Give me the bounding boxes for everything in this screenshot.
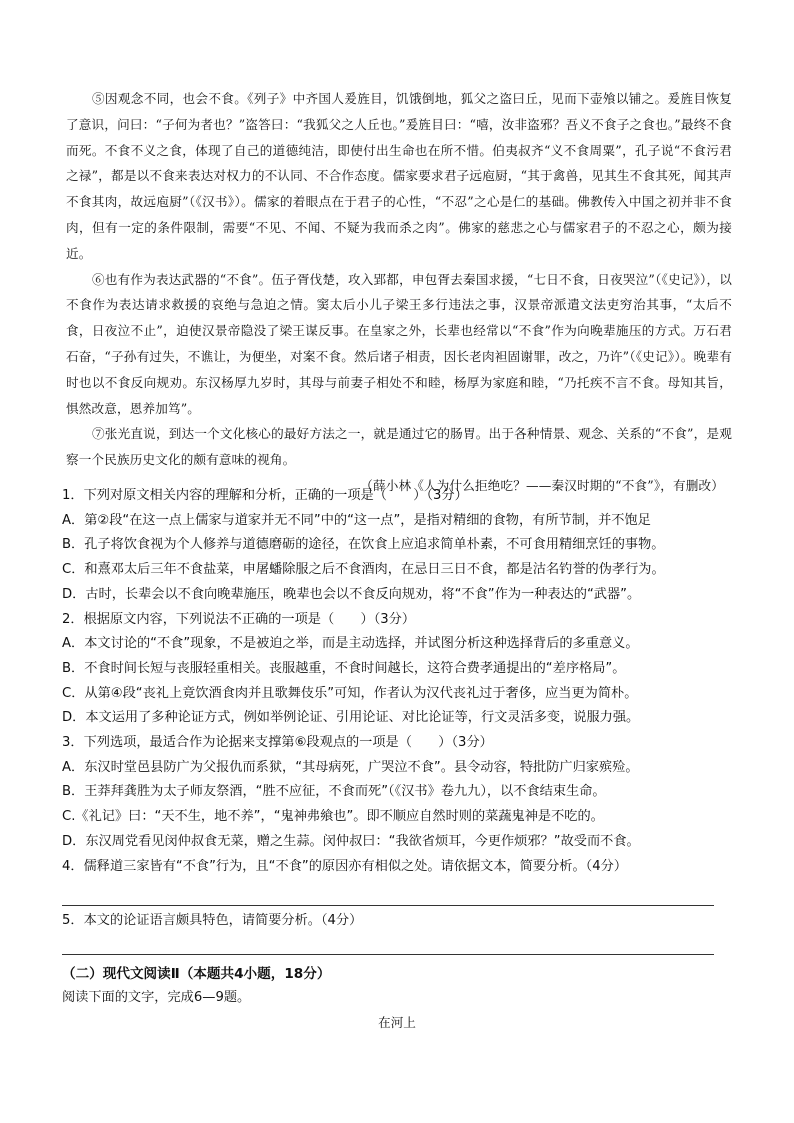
question-2-option-c: C．从第④段“丧礼上竟饮酒食肉并且歌舞伎乐”可知，作者认为汉代丧礼过于奢侈，应当更为简朴。: [62, 685, 638, 701]
question-3-option-b: B．王莽拜龚胜为太子师友祭酒，“胜不应征，不食而死”（《汉书》卷九九），以不食结束生命。: [62, 784, 606, 800]
question-1-option-a: A．第②段“在这一点上儒家与道家并无不同”中的“这一点”，是指对精细的食物，有所节制，并不饱足: [62, 512, 651, 528]
question-1-option-c: C．和熹邓太后三年不食盐菜，申屠蟠除服之后不食酒肉，在忌日三日不食，都是沽名钓誉的伪孝行为。: [62, 562, 665, 578]
section-title: （二）现代文阅读Ⅱ（本题共4小题，18分）: [62, 966, 331, 982]
question-1-option-d: D．古时，长辈会以不食向晚辈施压，晚辈也会以不食反向规劝，将“不食”作为一种表达的“武器”。: [62, 586, 641, 602]
section-instruction: 阅读下面的文字，完成6—9题。: [62, 990, 251, 1005]
question-2-option-b: B．不食时间长短与丧服轻重相关。丧服越重，不食时间越长，这符合费孝通提出的“差序格局”。: [62, 660, 626, 676]
article-body: [66, 86, 732, 499]
question-5-stem: 5．本文的论证语言颇具特色，请简要分析。（4分）: [62, 913, 363, 928]
question-1-stem: 1．下列对原文相关内容的理解和分析，正确的一项是（ ）（3分）: [62, 488, 468, 503]
question-2-option-d: D．本文运用了多种论证方式，例如举例论证、引用论证、对比论证等，行文灵活多变，说服力强。: [62, 710, 640, 726]
question-2-stem: 2．根据原文内容，下列说法不正确的一项是（ ）（3分）: [62, 611, 416, 627]
paragraph-5: ⑤因观念不同，也会不食。《列子》中齐国人爰旌目，饥饿倒地，狐父之盗曰丘，见而下壶飧以铺之。爰旌目恢复了意识，问曰：“子何为者也？”盗答曰：“我狐父之人丘也。”爰旌目曰：“嘻，汝非盗邪？吾义不食子之食也。”最终不食而死。不食不义之食，体现了自己的道德纯洁，即使付出生命也在所不惜。伯夷叔齐“义不食周粟”，孔子说“不食污君之禄”，都是以不食来表达对权力的不认同、不合作态度。儒家要求君子远庖厨，“其于禽兽，见其生不食其死，闻其声不食其肉，故远庖厨”（《汉书》）。儒家的着眼点在于君子的心性，“不忍”之心是仁的基础。佛教传入中国之初并非不食肉，但有一定的条件限制，需要“不见、不闻、不疑为我而杀之肉”。佛家的慈悲之心与儒家君子的不忍之心，颇为接近。: [66, 91, 732, 261]
paragraph-7: ⑦张光直说，到达一个文化核心的最好方法之一，就是通过它的肠胃。出于各种情景、观念、关系的“不食”，是观察一个民族历史文化的颇有意味的视角。: [66, 426, 732, 468]
article-source: （薛小林《人为什么拒绝吃？——秦汉时期的“不食”》，有删改）: [360, 477, 724, 493]
question-3-option-a: A．东汉时堂邑县防广为父报仇而系狱，“其母病死，广哭泣不食”。县令动容，特批防广归家殡殓。: [62, 759, 639, 775]
question-3-stem: 3．下列选项，最适合作为论据来支撑第⑥段观点的一项是（ ）（3分）: [62, 735, 493, 751]
answer-line-q5: [62, 954, 714, 955]
question-3-option-c: C.《礼记》曰：“天不生，地不养”，“鬼神弗飨也”。即不顺应自然时则的菜蔬鬼神是不吃的。: [62, 809, 604, 825]
question-4-stem: 4．儒释道三家皆有“不食”行为，且“不食”的原因亦有相似之处。请依据文本，简要分析。（4分）: [62, 858, 628, 874]
question-3-option-d: D．东汉周党看见闵仲叔食无菜，赠之生蒜。闵仲叔曰：“我欲省烦耳，今更作烦邪？”故受而不食。: [62, 833, 640, 849]
paragraph-6: ⑥也有作为表达武器的“不食”。伍子胥伐楚，攻入郢都，申包胥去秦国求援，“七日不食，日夜哭泣”（《史记》），以不食作为表达请求救援的哀绝与急迫之情。窦太后小儿子梁王多行违法之事，汉景帝派遣文法吏穷治其事，“太后不食，日夜泣不止”，迫使汉景帝隐没了梁王谋反事。在皇家之外，长辈也经常以“不食”作为向晚辈施压的方式。万石君石奋，“子孙有过失，不谯让，为便坐，对案不食。然后诸子相责，因长老肉袒固谢罪，改之，乃许”（《史记》）。晚辈有时也以不食反向规劝。东汉杨厚九岁时，其母与前妻子相处不和睦，杨厚为家庭和睦，“乃托疾不言不食。母知其旨，惧然改意，恩养加笃”。: [66, 271, 732, 416]
answer-line-q4: [62, 905, 714, 906]
question-1-option-b: B．孔子将饮食视为个人修养与道德磨砺的途径，在饮食上应追求简单朴素，不可食用精细烹饪的事物。: [62, 537, 665, 553]
question-2-option-a: A．本文讨论的“不食”现象，不是被迫之举，而是主动选择，并试图分析这种选择背后的多重意义。: [62, 636, 639, 652]
next-article-title: 在河上: [378, 1015, 416, 1030]
question-list: [62, 484, 734, 879]
